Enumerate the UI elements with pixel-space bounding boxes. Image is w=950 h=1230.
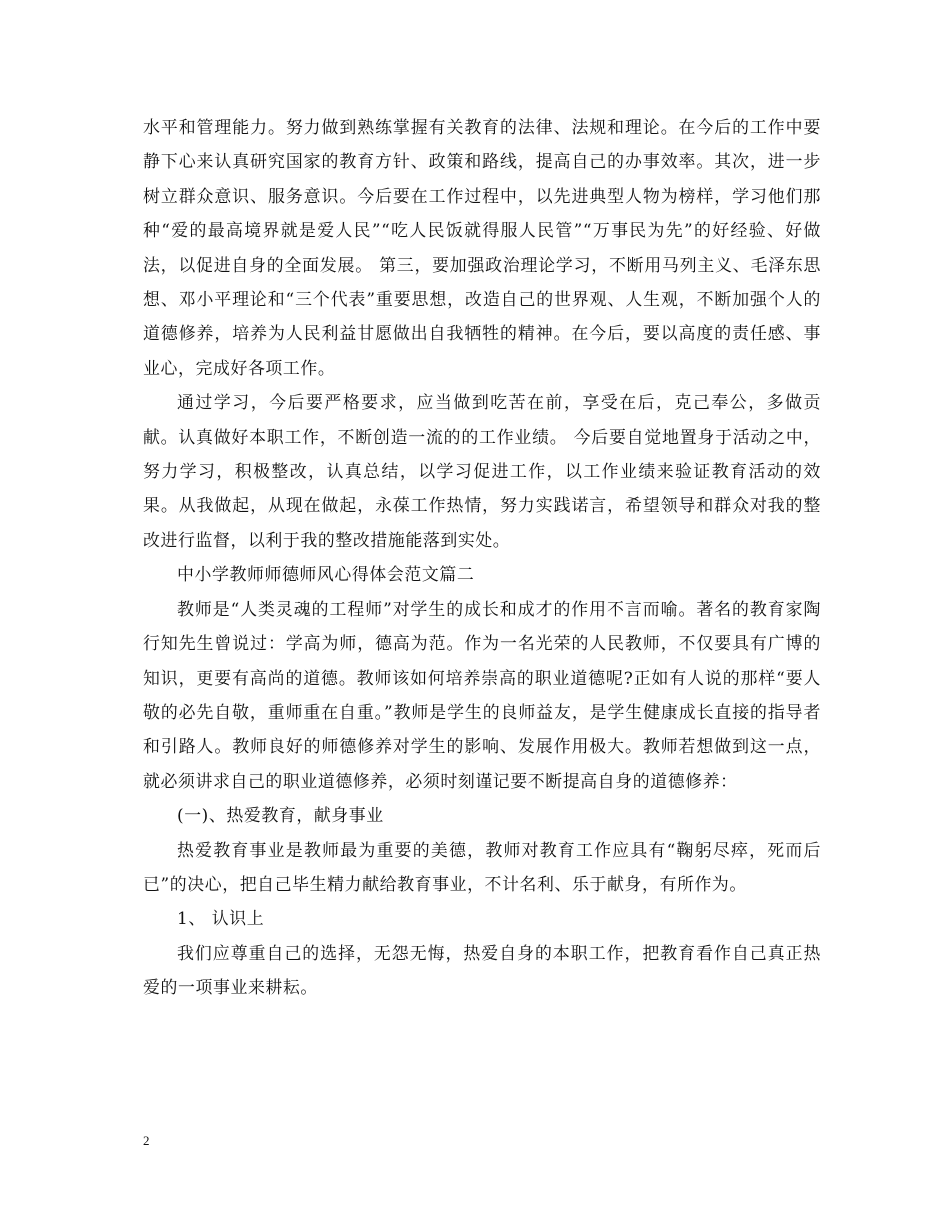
subsection-heading: (一)、热爱教育，献身事业 [177,805,384,826]
paragraph: 教师是“人类灵魂的工程师”对学生的成长和成才的作用不言而喻。著名的教育家陶行知先生曾说过：学高为师，德高为范。作为一名光荣的人民教师，不仅要具有广博的知识，更要有高尚的道德。教师该如何培养崇高的职业道德呢?正如有人说的那样“要人敬的必先自敬，重师重在自重。”教师是学生的良师益友，是学生健康成长直接的指导者和引路人。教师良好的师德修养对学生的影响、发展作用极大。教师若想做到这一点，就必须讲求自己的职业道德修养，必须时刻谨记要不断提高自身的道德修养： [143,598,821,791]
section-heading: 中小学教师师德师风心得体会范文篇二 [177,564,475,585]
paragraph: 热爱教育事业是教师最为重要的美德，教师对教育工作应具有“鞠躬尽瘁，死而后已”的决心，把自己毕生精力献给教育事业，不计名利、乐于献身，有所作为。 [143,839,821,894]
page-number: 2 [143,1133,150,1148]
paragraph: 我们应尊重自己的选择，无怨无悔，热爱自身的本职工作，把教育看作自己真正热爱的一项事业来耕耘。 [143,942,821,998]
paragraph: 通过学习，今后要严格要求，应当做到吃苦在前，享受在后，克己奉公，多做贡献。认真做好本职工作，不断创造一流的的工作业绩。 今后要自觉地置身于活动之中，努力学习，积极整改，认真总结，以学习促进工作，以工作业绩来验证教育活动的效果。从我做起，从现在做起，永葆工作热情，努力实践诺言，希望领导和群众对我的整改进行监督，以利于我的整改措施能落到实处。 [143,392,821,550]
list-item-heading: 1、 认识上 [177,908,265,929]
paragraph: 水平和管理能力。努力做到熟练掌握有关教育的法律、法规和理论。在今后的工作中要静下心来认真研究国家的教育方针、政策和路线，提高自己的办事效率。其次，进一步树立群众意识、服务意识。今后要在工作过程中，以先进典型人物为榜样，学习他们那种“爱的最高境界就是爱人民”“吃人民饭就得服人民管”“万事民为先”的好经验、好做法，以促进自身的全面发展。 第三，要加强政治理论学习，不断用马列主义、毛泽东思想、邓小平理论和“三个代表”重要思想，改造自己的世界观、人生观，不断加强个人的道德修养，培养为人民利益甘愿做出自我牺牲的精神。在今后，要以高度的责任感、事业心，完成好各项工作。 [143,117,821,378]
document-body [143,110,821,1005]
